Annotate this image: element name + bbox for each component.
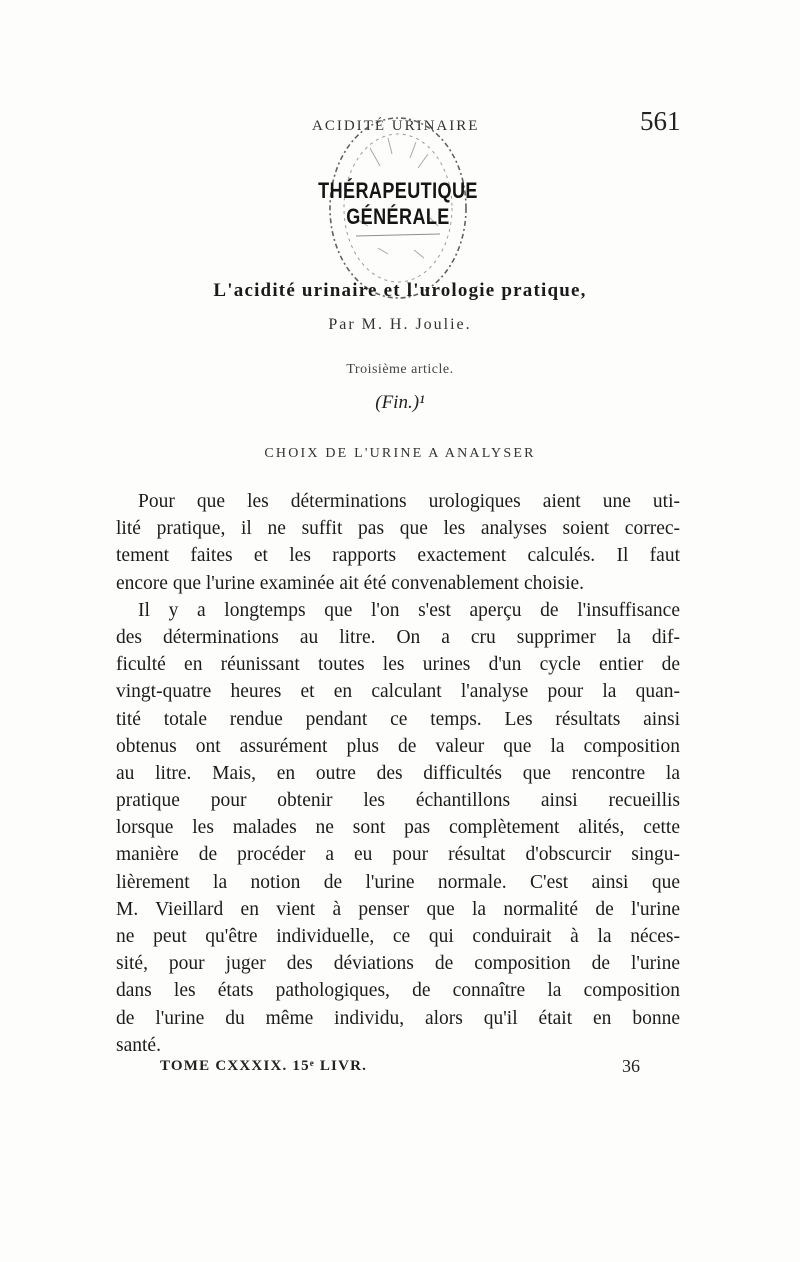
article-title: L'acidité urinaire et l'urologie pratique, [213,280,587,301]
body-line: des déterminations au litre. On a cru supprimer la dif- [116,626,680,648]
body-line: lorsque les malades ne sont pas complètement alités, cette [116,817,680,839]
body-line: obtenus ont assurément plus de valeur que la composition [116,735,680,757]
body-line: encore que l'urine examinée ait été convenablement choisie. [116,572,585,594]
body-line: vingt-quatre heures et en calculant l'analyse pour la quan- [116,681,680,703]
body-line: lièrement la notion de l'urine normale. C'est ainsi que [116,871,680,893]
footer-volume: TOME CXXXIX. 15ᵉ LIVR. [160,1058,368,1074]
body-text [116,488,680,1059]
body-line: pratique pour obtenir les échantillons ainsi recueillis [116,790,680,812]
subsection-heading: CHOIX DE L'URINE A ANALYSER [264,446,536,461]
body-line: sité, pour juger des déviations de composition de l'urine [116,953,680,975]
body-line: au litre. Mais, en outre des difficultés que rencontre la [116,762,680,784]
body-line: tement faites et les rapports exactement calculés. Il faut [116,545,680,567]
body-line: tité totale rendue pendant ce temps. Les résultats ainsi [116,708,680,730]
body-line: Pour que les déterminations urologiques aient une uti- [138,491,680,512]
body-line: ne peut qu'être individuelle, ce qui conduirait à la néces- [116,926,680,947]
author-byline: Par M. H. Joulie. [328,316,472,333]
body-line: lité pratique, il ne suffit pas que les analyses soient correc- [116,518,680,540]
body-line: dans les états pathologiques, de connaître la composition [116,980,680,1002]
footer-signature: 36 [622,1056,640,1076]
body-line: santé. [116,1034,161,1056]
body-line: ficulté en réunissant toutes les urines d'un cycle entier de [116,654,680,676]
body-line: de l'urine du même individu, alors qu'il était en bonne [116,1007,680,1029]
section-heading: THÉRAPEUTIQUE GÉNÉRALE [318,178,478,229]
article-part: Troisième article. [346,362,454,377]
end-mark: (Fin.)¹ [375,392,425,413]
body-line: manière de procéder a eu pour résultat d'obscurcir singu- [116,844,680,866]
running-head: ACIDITÉ URINAIRE [312,118,480,134]
body-line: M. Vieillard en vient à penser que la normalité de l'urine [116,898,680,920]
page-number: 561 [640,106,681,136]
body-line: Il y a longtemps que l'on s'est aperçu de l'insuffisance [138,599,680,621]
